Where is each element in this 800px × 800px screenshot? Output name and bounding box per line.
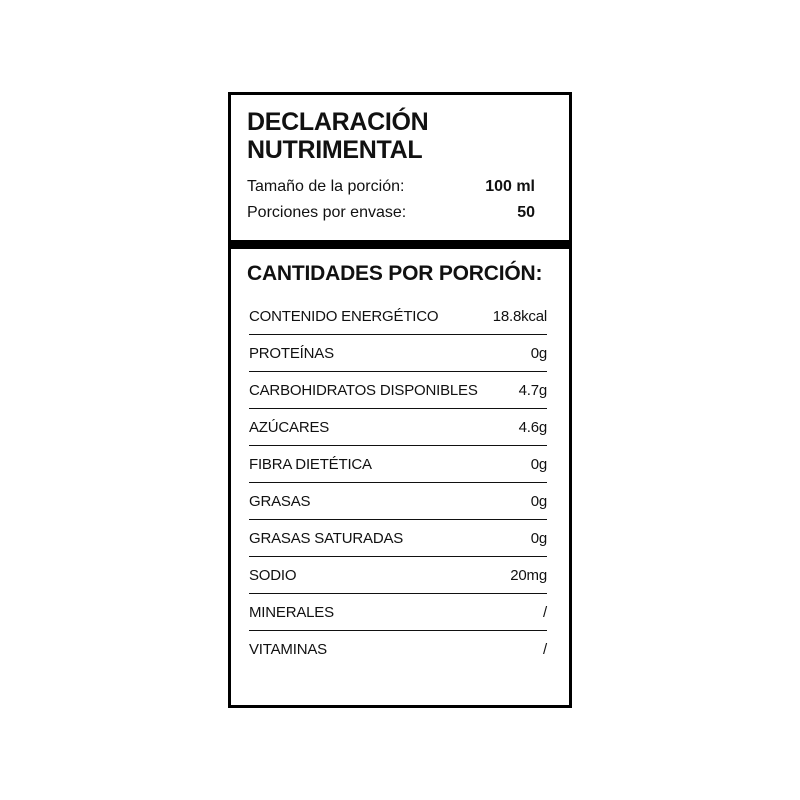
- nutrient-table: [231, 298, 569, 667]
- table-row: [249, 408, 547, 445]
- table-row: [249, 371, 547, 408]
- table-row: [249, 334, 547, 371]
- nutrient-name: CONTENIDO ENERGÉTICO: [249, 308, 439, 325]
- serving-size-value: 100 ml: [485, 178, 535, 195]
- serving-size-row: [247, 174, 553, 200]
- table-row: [249, 593, 547, 630]
- amounts-per-serving-title: CANTIDADES POR PORCIÓN:: [247, 262, 543, 285]
- nutrition-facts-label: [228, 92, 572, 708]
- nutrient-value: 18.8kcal: [492, 308, 547, 325]
- servings-per-container-label: Porciones por envase:: [247, 204, 407, 221]
- nutrient-name: GRASAS: [249, 493, 311, 510]
- label-header: [231, 95, 569, 236]
- serving-size-label: Tamaño de la porción:: [247, 178, 405, 195]
- nutrient-value: /: [543, 641, 547, 658]
- nutrient-name: VITAMINAS: [249, 641, 327, 658]
- nutrient-name: GRASAS SATURADAS: [249, 530, 404, 547]
- page-title: DECLARACIÓN NUTRIMENTAL: [247, 108, 429, 164]
- nutrient-value: 0g: [530, 456, 547, 473]
- table-row: [249, 630, 547, 667]
- nutrient-name: CARBOHIDRATOS DISPONIBLES: [249, 382, 478, 399]
- nutrient-name: SODIO: [249, 567, 297, 584]
- nutrient-value: 4.6g: [518, 419, 547, 436]
- nutrient-value: 20mg: [510, 567, 547, 584]
- nutrient-value: 0g: [530, 493, 547, 510]
- table-row: [249, 519, 547, 556]
- nutrient-name: FIBRA DIETÉTICA: [249, 456, 372, 473]
- nutrient-name: AZÚCARES: [249, 419, 330, 436]
- table-row: [249, 298, 547, 334]
- thick-divider: [231, 240, 569, 249]
- table-row: [249, 445, 547, 482]
- nutrient-value: 4.7g: [518, 382, 547, 399]
- servings-per-container-row: [247, 200, 553, 226]
- nutrient-value: 0g: [530, 530, 547, 547]
- table-row: [249, 556, 547, 593]
- nutrient-value: /: [543, 604, 547, 621]
- table-row: [249, 482, 547, 519]
- nutrient-value: 0g: [530, 345, 547, 362]
- nutrient-name: MINERALES: [249, 604, 334, 621]
- servings-per-container-value: 50: [517, 204, 535, 221]
- nutrient-name: PROTEÍNAS: [249, 345, 334, 362]
